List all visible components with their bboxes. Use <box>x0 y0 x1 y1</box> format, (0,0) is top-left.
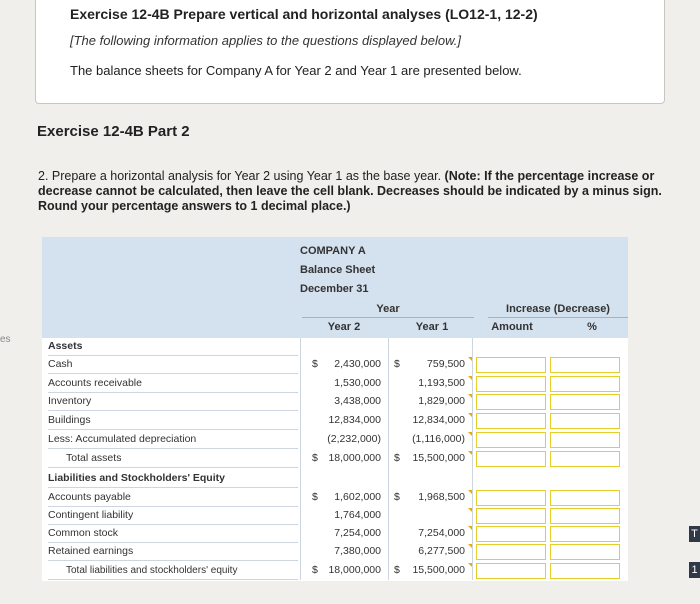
amount-input[interactable] <box>476 508 546 524</box>
percent-input[interactable] <box>550 376 620 392</box>
year2-value: 1,530,000 <box>334 377 381 389</box>
year2-value: 3,438,000 <box>334 395 381 407</box>
amount-input[interactable] <box>476 394 546 410</box>
year1-dollar-sign: $ <box>394 564 400 576</box>
year-group-header: Year <box>302 303 474 318</box>
year1-value: 1,193,500 <box>418 377 465 389</box>
row-label: Buildings <box>48 414 91 426</box>
year1-value: 15,500,000 <box>412 452 465 464</box>
row-label: Common stock <box>48 527 119 539</box>
amount-input[interactable] <box>476 376 546 392</box>
row-divider <box>48 429 298 430</box>
amount-input[interactable] <box>476 413 546 429</box>
row-label: Assets <box>48 340 83 352</box>
year1-value: 1,968,500 <box>418 491 465 503</box>
row-label: Total liabilities and stockholders' equity <box>66 565 238 576</box>
problem-info-panel <box>35 0 665 104</box>
year1-value: 15,500,000 <box>412 564 465 576</box>
year2-value: (2,232,000) <box>327 433 381 445</box>
row-divider <box>48 467 298 468</box>
right-edge-tab-top: T <box>689 526 700 542</box>
col-amount: Amount <box>491 321 533 333</box>
row-divider <box>48 355 298 356</box>
col-year-1: Year 1 <box>415 321 449 333</box>
year2-value: 18,000,000 <box>328 452 381 464</box>
column-divider <box>300 338 301 580</box>
instructions-note: (Note: If the percentage increase or decrease cannot be calculated, then leave the cell blank. Decreases should be indicated by a minus sign. Round your percentage answers to 1 decimal place.) <box>38 169 662 213</box>
row-label: Contingent liability <box>48 509 134 521</box>
percent-input[interactable] <box>550 508 620 524</box>
percent-input[interactable] <box>550 413 620 429</box>
instructions-lead: 2. Prepare a horizontal analysis for Year 2 using Year 1 as the base year. <box>38 169 445 183</box>
year1-dollar-sign: $ <box>394 452 400 464</box>
amount-input[interactable] <box>476 432 546 448</box>
year2-dollar-sign: $ <box>312 358 318 370</box>
year1-dollar-sign: $ <box>394 491 400 503</box>
exercise-title: Exercise 12-4B Prepare vertical and horizontal analyses (LO12-1, 12-2) <box>70 6 538 22</box>
part-heading: Exercise 12-4B Part 2 <box>37 123 190 140</box>
amount-input[interactable] <box>476 544 546 560</box>
amount-input[interactable] <box>476 357 546 373</box>
column-divider <box>388 338 389 580</box>
exercise-note: [The following information applies to the questions displayed below.] <box>70 33 461 48</box>
row-label: Accounts receivable <box>48 377 142 389</box>
row-divider <box>48 373 298 374</box>
row-label: Retained earnings <box>48 545 134 557</box>
year2-value: 7,254,000 <box>334 527 381 539</box>
row-label: Total assets <box>66 452 122 464</box>
percent-input[interactable] <box>550 490 620 506</box>
row-divider <box>48 410 298 411</box>
row-divider <box>48 560 298 561</box>
column-divider <box>472 338 473 580</box>
row-divider <box>48 487 298 488</box>
year1-value: 6,277,500 <box>418 545 465 557</box>
percent-input[interactable] <box>550 432 620 448</box>
statement-date: December 31 <box>300 283 369 295</box>
col-year-2: Year 2 <box>327 321 361 333</box>
amount-input[interactable] <box>476 451 546 467</box>
row-label: Cash <box>48 358 73 370</box>
year2-value: 2,430,000 <box>334 358 381 370</box>
year2-dollar-sign: $ <box>312 564 318 576</box>
year1-dollar-sign: $ <box>394 358 400 370</box>
year2-value: 1,764,000 <box>334 509 381 521</box>
row-divider <box>48 579 298 580</box>
percent-input[interactable] <box>550 394 620 410</box>
statement-name: Balance Sheet <box>300 264 376 276</box>
col-percent: % <box>587 321 597 333</box>
year2-value: 7,380,000 <box>334 545 381 557</box>
year1-value: 12,834,000 <box>412 414 465 426</box>
year2-value: 1,602,000 <box>334 491 381 503</box>
year1-value: 1,829,000 <box>418 395 465 407</box>
year2-value: 18,000,000 <box>328 564 381 576</box>
year1-value: 7,254,000 <box>418 527 465 539</box>
balance-sheet-table <box>42 237 628 581</box>
row-label: Less: Accumulated depreciation <box>48 433 197 445</box>
percent-input[interactable] <box>550 526 620 542</box>
year1-value: (1,116,000) <box>412 433 465 445</box>
percent-input[interactable] <box>550 544 620 560</box>
company-name: COMPANY A <box>300 245 366 257</box>
instructions <box>38 169 663 214</box>
row-divider <box>48 448 298 449</box>
exercise-description: The balance sheets for Company A for Year 2 and Year 1 are presented below. <box>70 63 522 78</box>
year2-dollar-sign: $ <box>312 491 318 503</box>
left-edge-fragment: es <box>0 334 11 345</box>
year2-dollar-sign: $ <box>312 452 318 464</box>
amount-input[interactable] <box>476 490 546 506</box>
statement-heading <box>295 237 628 303</box>
year2-value: 12,834,000 <box>328 414 381 426</box>
row-label: Accounts payable <box>48 491 131 503</box>
increase-decrease-header: Increase (Decrease) <box>488 303 628 318</box>
percent-input[interactable] <box>550 451 620 467</box>
row-label: Liabilities and Stockholders' Equity <box>48 472 225 484</box>
amount-input[interactable] <box>476 526 546 542</box>
percent-input[interactable] <box>550 563 620 579</box>
row-label: Inventory <box>48 395 92 407</box>
amount-input[interactable] <box>476 563 546 579</box>
percent-input[interactable] <box>550 357 620 373</box>
right-edge-tab-bottom: 1 <box>689 562 700 578</box>
year1-value: 759,500 <box>427 358 465 370</box>
